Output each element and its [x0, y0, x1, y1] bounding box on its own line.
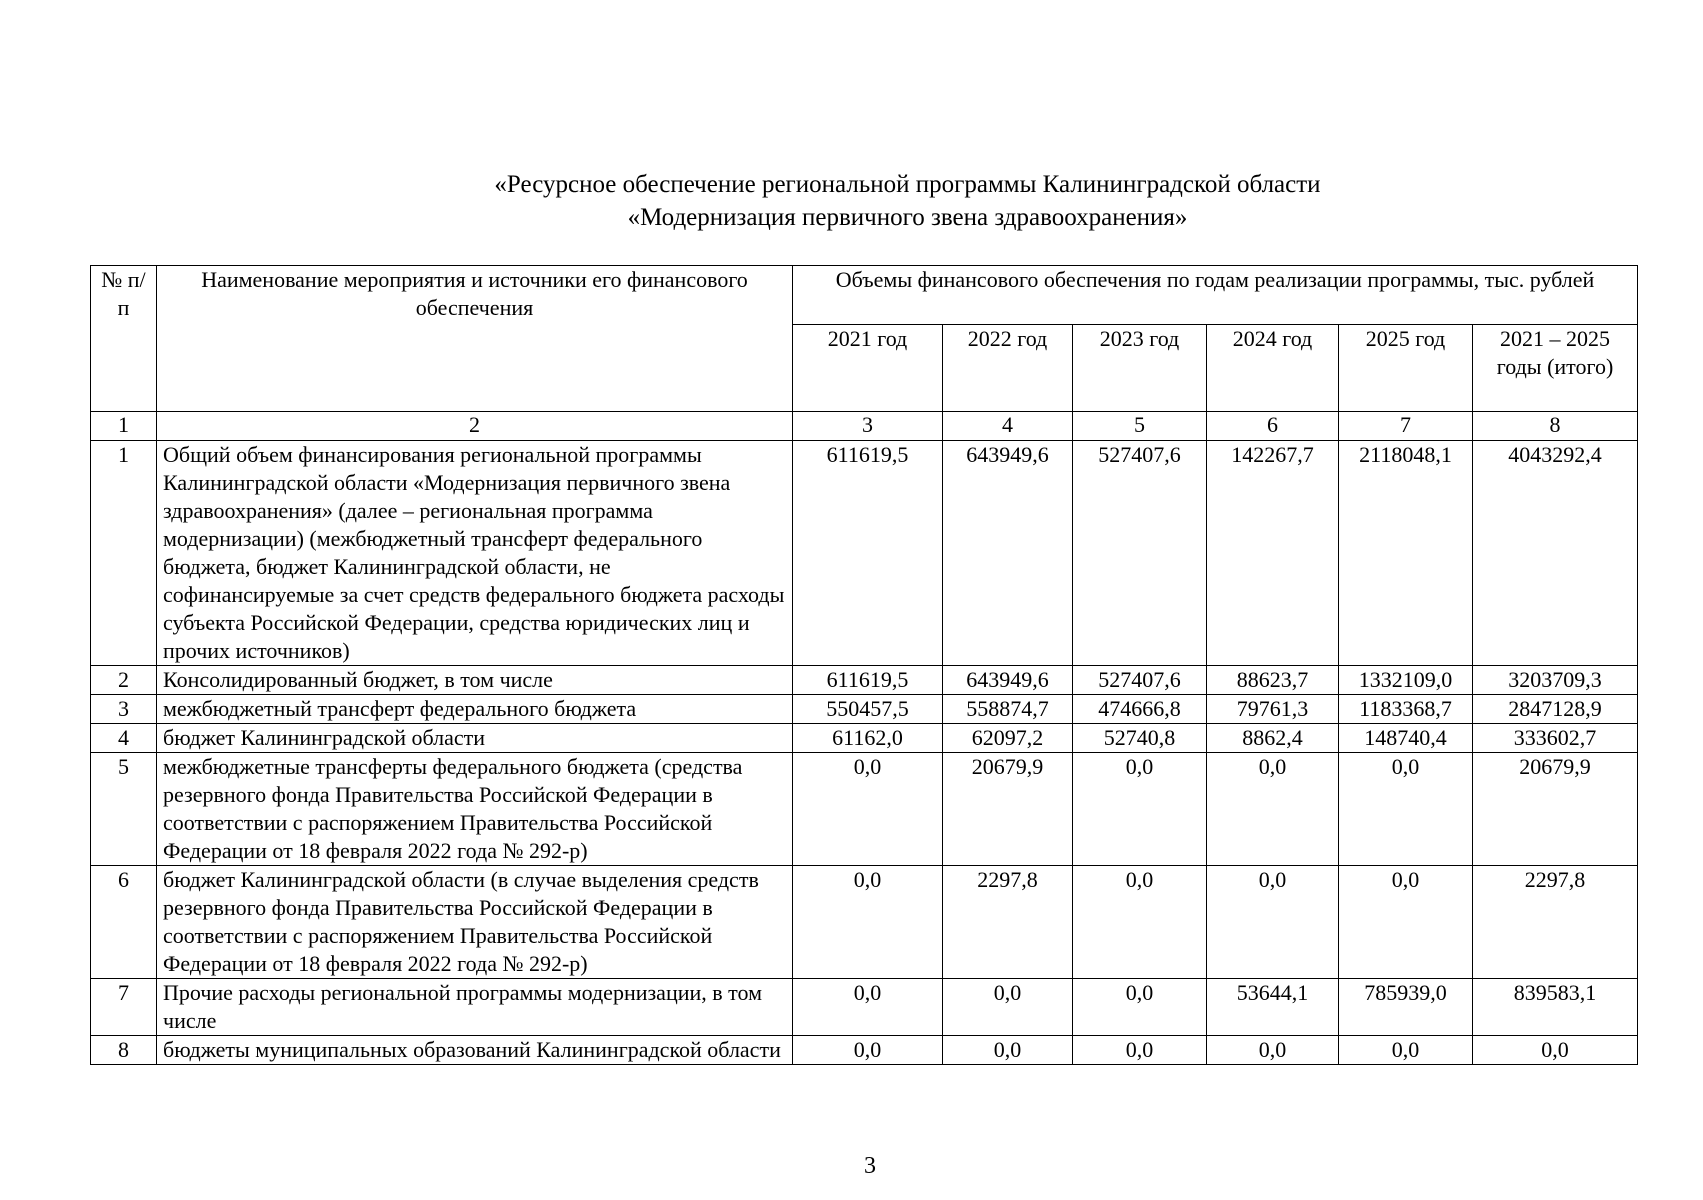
document-title — [0, 168, 1703, 234]
value-2022: 20679,9 — [943, 753, 1073, 866]
value-2022: 643949,6 — [943, 666, 1073, 695]
value-2023: 52740,8 — [1073, 724, 1207, 753]
value-2022: 62097,2 — [943, 724, 1073, 753]
value-2024: 142267,7 — [1207, 441, 1339, 666]
row-number: 8 — [91, 1036, 157, 1065]
value-total: 3203709,3 — [1473, 666, 1638, 695]
column-index: 5 — [1073, 412, 1207, 441]
value-2022: 558874,7 — [943, 695, 1073, 724]
value-2023: 0,0 — [1073, 1036, 1207, 1065]
row-description: межбюджетные трансферты федерального бюджета (средства резервного фонда Правительства Российской Федерации в соответствии с распоряжением Правительства Российской Федерации от 18 февраля 2022 года № 292-р) — [157, 753, 793, 866]
table-row — [91, 724, 1638, 753]
column-index: 2 — [157, 412, 793, 441]
value-2025: 0,0 — [1339, 866, 1473, 979]
value-2024: 0,0 — [1207, 753, 1339, 866]
row-number: 1 — [91, 441, 157, 666]
column-index: 4 — [943, 412, 1073, 441]
value-2025: 2118048,1 — [1339, 441, 1473, 666]
value-2025: 785939,0 — [1339, 979, 1473, 1036]
table-row — [91, 441, 1638, 666]
value-2023: 527407,6 — [1073, 666, 1207, 695]
row-description: межбюджетный трансферт федерального бюджета — [157, 695, 793, 724]
row-number: 5 — [91, 753, 157, 866]
value-2023: 527407,6 — [1073, 441, 1207, 666]
value-2024: 0,0 — [1207, 1036, 1339, 1065]
header-year-2023: 2023 год — [1073, 325, 1207, 412]
value-2024: 0,0 — [1207, 866, 1339, 979]
row-description: Общий объем финансирования региональной программы Калининградской области «Модернизация первичного звена здравоохранения» (далее – региональная программа модернизации) (межбюджетный трансферт федерального бюджета, бюджет Калининградской области, не софинансируемые за счет средств федерального бюджета расходы субъекта Российской Федерации, средства юридических лиц и прочих источников) — [157, 441, 793, 666]
title-line-2: «Модернизация первичного звена здравоохранения» — [627, 204, 1188, 231]
value-2025: 148740,4 — [1339, 724, 1473, 753]
value-total: 2847128,9 — [1473, 695, 1638, 724]
header-name: Наименование мероприятия и источники его финансового обеспечения — [157, 266, 793, 412]
value-2024: 53644,1 — [1207, 979, 1339, 1036]
value-2021: 611619,5 — [793, 666, 943, 695]
table-row — [91, 866, 1638, 979]
column-index: 6 — [1207, 412, 1339, 441]
value-total: 2297,8 — [1473, 866, 1638, 979]
row-description: Прочие расходы региональной программы модернизации, в том числе — [157, 979, 793, 1036]
value-total: 4043292,4 — [1473, 441, 1638, 666]
value-2021: 550457,5 — [793, 695, 943, 724]
value-2024: 8862,4 — [1207, 724, 1339, 753]
header-volumes: Объемы финансового обеспечения по годам реализации программы, тыс. рублей — [793, 266, 1638, 325]
row-description: бюджет Калининградской области — [157, 724, 793, 753]
value-2022: 643949,6 — [943, 441, 1073, 666]
value-2021: 61162,0 — [793, 724, 943, 753]
table-row — [91, 979, 1638, 1036]
column-index: 1 — [91, 412, 157, 441]
header-year-2025: 2025 год — [1339, 325, 1473, 412]
table-row — [91, 695, 1638, 724]
column-index: 8 — [1473, 412, 1638, 441]
value-total: 20679,9 — [1473, 753, 1638, 866]
row-number: 2 — [91, 666, 157, 695]
value-total: 0,0 — [1473, 1036, 1638, 1065]
value-2022: 2297,8 — [943, 866, 1073, 979]
page-number: 3 — [864, 1153, 876, 1179]
header-year-total: 2021 – 2025 годы (итого) — [1473, 325, 1638, 412]
value-total: 839583,1 — [1473, 979, 1638, 1036]
header-year-2024: 2024 год — [1207, 325, 1339, 412]
row-number: 6 — [91, 866, 157, 979]
value-2021: 0,0 — [793, 1036, 943, 1065]
value-2023: 0,0 — [1073, 979, 1207, 1036]
row-description: Консолидированный бюджет, в том числе — [157, 666, 793, 695]
header-num: № п/п — [91, 266, 157, 412]
header-year-2021: 2021 год — [793, 325, 943, 412]
value-2021: 0,0 — [793, 866, 943, 979]
row-number: 3 — [91, 695, 157, 724]
row-description: бюджет Калининградской области (в случае выделения средств резервного фонда Правительства Российской Федерации в соответствии с распоряжением Правительства Российской Федерации от 18 февраля 2022 года № 292-р) — [157, 866, 793, 979]
value-2025: 1183368,7 — [1339, 695, 1473, 724]
value-2022: 0,0 — [943, 979, 1073, 1036]
header-row — [91, 266, 1638, 325]
title-line-1: «Ресурсное обеспечение региональной программы Калининградской области — [494, 171, 1321, 198]
row-description: бюджеты муниципальных образований Калининградской области — [157, 1036, 793, 1065]
value-2025: 0,0 — [1339, 753, 1473, 866]
value-2021: 611619,5 — [793, 441, 943, 666]
header-year-2022: 2022 год — [943, 325, 1073, 412]
row-number: 7 — [91, 979, 157, 1036]
table-row — [91, 753, 1638, 866]
value-2024: 79761,3 — [1207, 695, 1339, 724]
value-2023: 474666,8 — [1073, 695, 1207, 724]
value-2021: 0,0 — [793, 979, 943, 1036]
financing-table — [90, 265, 1638, 1065]
value-2025: 0,0 — [1339, 1036, 1473, 1065]
value-2025: 1332109,0 — [1339, 666, 1473, 695]
value-2023: 0,0 — [1073, 753, 1207, 866]
table-row — [91, 666, 1638, 695]
value-2024: 88623,7 — [1207, 666, 1339, 695]
column-index: 7 — [1339, 412, 1473, 441]
value-2021: 0,0 — [793, 753, 943, 866]
column-index-row — [91, 412, 1638, 441]
value-2022: 0,0 — [943, 1036, 1073, 1065]
value-total: 333602,7 — [1473, 724, 1638, 753]
row-number: 4 — [91, 724, 157, 753]
column-index: 3 — [793, 412, 943, 441]
value-2023: 0,0 — [1073, 866, 1207, 979]
table-row — [91, 1036, 1638, 1065]
